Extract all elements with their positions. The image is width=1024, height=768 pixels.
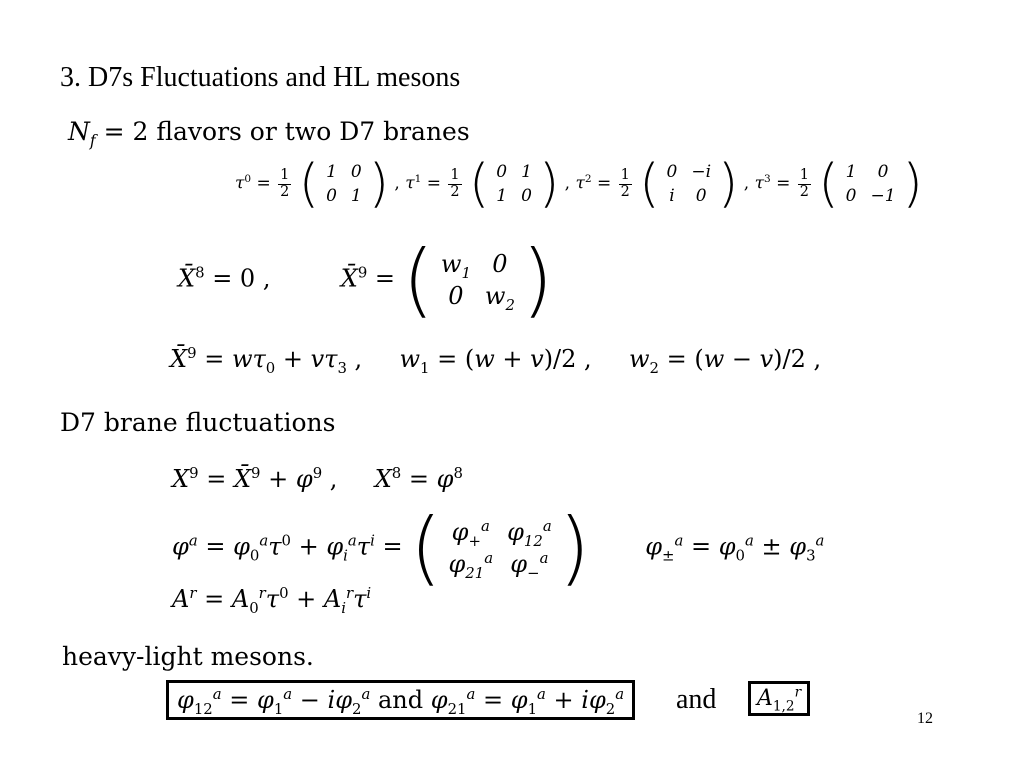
- tau3-matrix: ( 1 0 0 −1 ): [818, 154, 923, 214]
- flavors-text: flavors or two D7 branes: [156, 117, 470, 146]
- gauge-field-equation: $A^r = A_0^r\tau^0 + A_i^r\tau^i$: [172, 584, 372, 617]
- tau-matrices: $\tau^0$ = $\frac{1}{2}$ ( 1 0 0 1 ) , $\tau^1$ = $\frac{1}{2}$ ( 0 1 1 0 ) , $\tau^2$ = $\frac{1}{2}$ ( 0 −i i 0 ) , $\tau^3$ = $\frac{1}{2}$ ( 1 0 0 −1 ): [235, 154, 923, 214]
- mesons-heading: heavy-light mesons.: [62, 642, 314, 671]
- gauge-offdiagonal-box: $A_{1,2}^r$: [748, 681, 810, 716]
- and-connector: and: [676, 684, 717, 715]
- slide-title: 3. D7s Fluctuations and HL mesons: [60, 62, 461, 93]
- flavors-line: $N_f = 2$ flavors or two D7 branes: [68, 117, 470, 150]
- tau1-matrix: ( 0 1 1 0 ): [469, 154, 560, 214]
- xbar9-decomposition: X̄$^9$ = $w\tau_0 + v\tau_3$ , $w_1 = (w + v)/2$ , $w_2 = (w - v)/2$ ,: [170, 344, 822, 377]
- fluctuations-heading: D7 brane fluctuations: [60, 408, 336, 437]
- xbar-equation: X̄$^8$ = 0 , X̄$^9$ = ( $w_1$ 0 0 $w_2$ ): [178, 233, 554, 326]
- tau2-matrix: ( 0 −i i 0 ): [639, 154, 739, 214]
- phi-offdiagonal-box: $\varphi_{12}^a = \varphi_1^a - i\varphi_2^a$ and $\varphi_{21}^a = \varphi_1^a + i\varphi_2^a$: [166, 680, 635, 720]
- fluctuation-definitions: $X^9$ = X̄$^9$ + $\varphi^9$ , $X^8 = \varphi^8$: [172, 464, 463, 493]
- tau0-matrix: ( 1 0 0 1 ): [298, 154, 390, 214]
- page-number: 12: [917, 710, 933, 727]
- phi-matrix-equation: $\varphi^a = \varphi_0^a\tau^0 + \varphi_i^a\tau^i$ = ( $\varphi_+^a$ $\varphi_{12}^a$ $\varphi_{21}^a$ $\varphi_-^a$ ) $\varphi_\pm^a = \varphi_0^a \pm \varphi_3^a$: [172, 501, 825, 594]
- flavors-count: 2: [132, 117, 149, 146]
